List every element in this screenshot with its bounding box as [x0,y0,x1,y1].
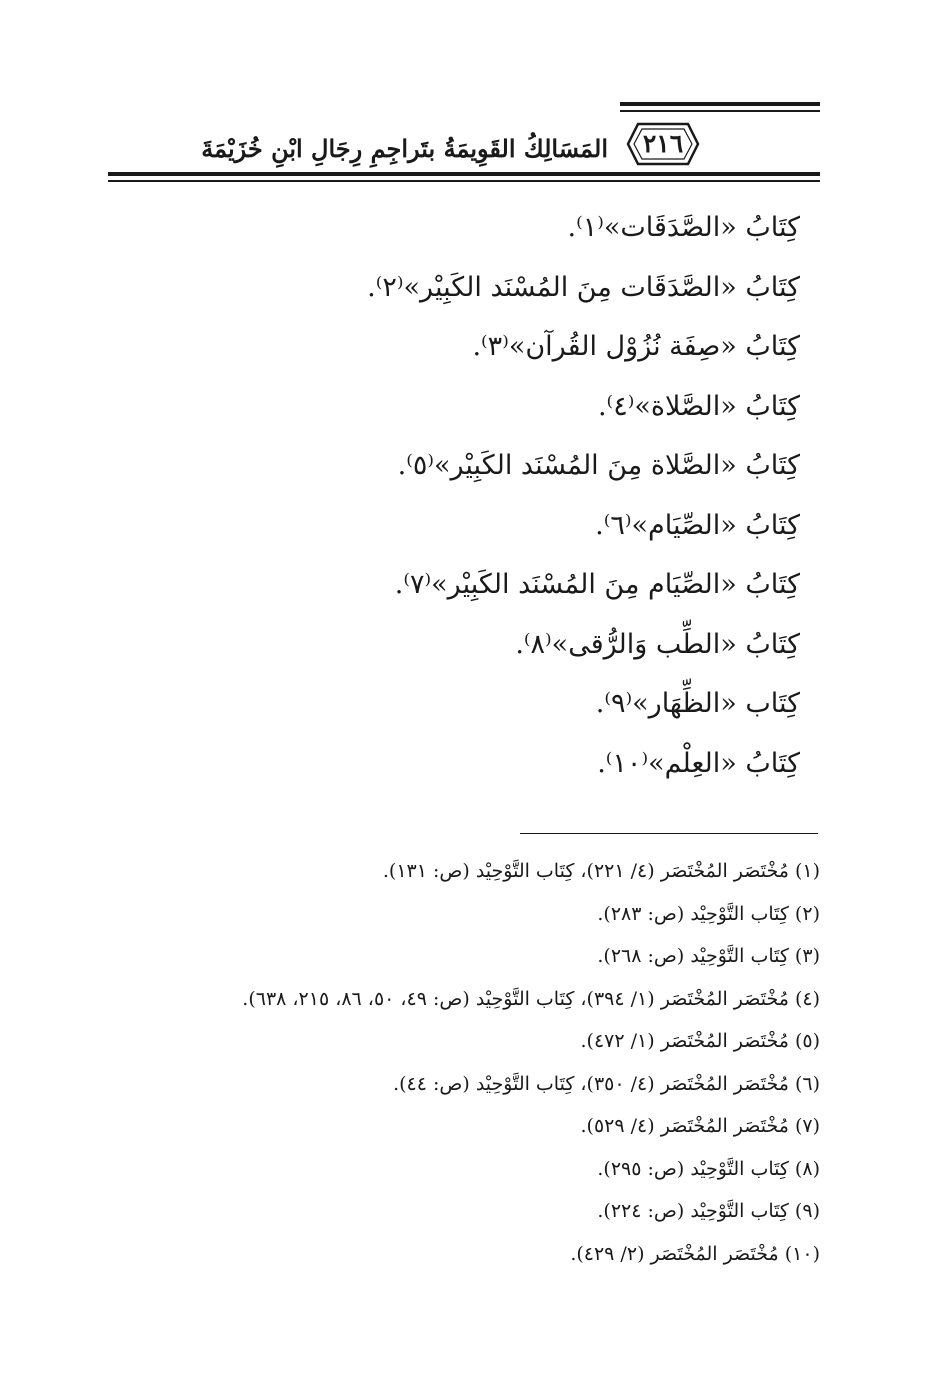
page-number: ٢١٦ [642,129,684,158]
header-rule-bottom-thick [108,172,820,176]
book-entry: كِتَابُ «الصَّلاة مِنَ المُسْنَد الكَبِيْر»⁽٥⁾. [397,450,800,481]
book-entry: كِتَابُ «صِفَة نُزُوْل القُرآن»⁽٣⁾. [472,331,800,362]
footnote: (٥) مُخْتَصَر المُخْتَصَر (١/ ٤٧٢). [580,1030,820,1052]
footnote: (٦) مُخْتَصَر المُخْتَصَر (٤/ ٣٥٠)، كِتَاب التَّوْحِيْد (ص: ٤٤). [393,1072,820,1095]
footnote: (١) مُخْتَصَر المُخْتَصَر (٤/ ٢٢١)، كِتَاب التَّوْحِيْد (ص: ١٣١). [382,860,820,882]
footnote-list [150,850,820,1275]
footnote: (١٠) مُخْتَصَر المُخْتَصَر (٢/ ٤٢٩). [570,1242,820,1265]
book-entry: كِتَابُ «الصَّدَقَات»⁽١⁾. [567,212,800,243]
footnote: (٢) كِتَاب التَّوْحِيْد (ص: ٢٨٣). [597,902,820,925]
footnote: (٩) كِتَاب التَّوْحِيْد (ص: ٢٢٤). [597,1200,820,1222]
book-entry: كِتَابُ «الصِّيَام مِنَ المُسْنَد الكَبِيْر»⁽٧⁾. [394,569,800,600]
footnote: (٣) كِتَاب التَّوْحِيْد (ص: ٢٦٨). [597,945,820,967]
book-list [300,198,800,793]
header-rule-top-thin [620,110,820,112]
header-rule-top-thick [620,102,820,106]
book-entry: كِتَابُ «الصِّيَام»⁽٦⁾. [595,509,800,541]
book-entry: كِتَاب «الظِّهَار»⁽٩⁾. [595,688,800,719]
footnote: (٤) مُخْتَصَر المُخْتَصَر (١/ ٣٩٤)، كِتَاب التَّوْحِيْد (ص: ٤٩، ٥٠، ٨٦، ٢١٥، ٦٣٨). [242,987,820,1010]
footnote: (٨) كِتَاب التَّوْحِيْد (ص: ٢٩٥). [597,1157,820,1180]
header-rule-bottom-thin [108,180,820,182]
book-entry: كِتَابُ «الصَّلاة»⁽٤⁾. [597,390,800,422]
book-entry: كِتَابُ «الصَّدَقَات مِنَ المُسْنَد الكَبِيْر»⁽٢⁾. [367,271,800,303]
footnote: (٧) مُخْتَصَر المُخْتَصَر (٤/ ٥٢٩). [580,1115,820,1137]
footnote-separator [520,833,818,834]
book-entry: كِتَابُ «الطِّب وَالرُّقى»⁽٨⁾. [515,628,800,660]
running-title: المَسَالِكُ القَوِيمَةُ بتَراجِمِ رِجَالِ ابْنِ خُزَيْمَةَ [201,134,608,163]
book-entry: كِتَابُ «العِلْم»⁽١٠⁾. [597,747,800,779]
page-number-badge [626,122,700,166]
